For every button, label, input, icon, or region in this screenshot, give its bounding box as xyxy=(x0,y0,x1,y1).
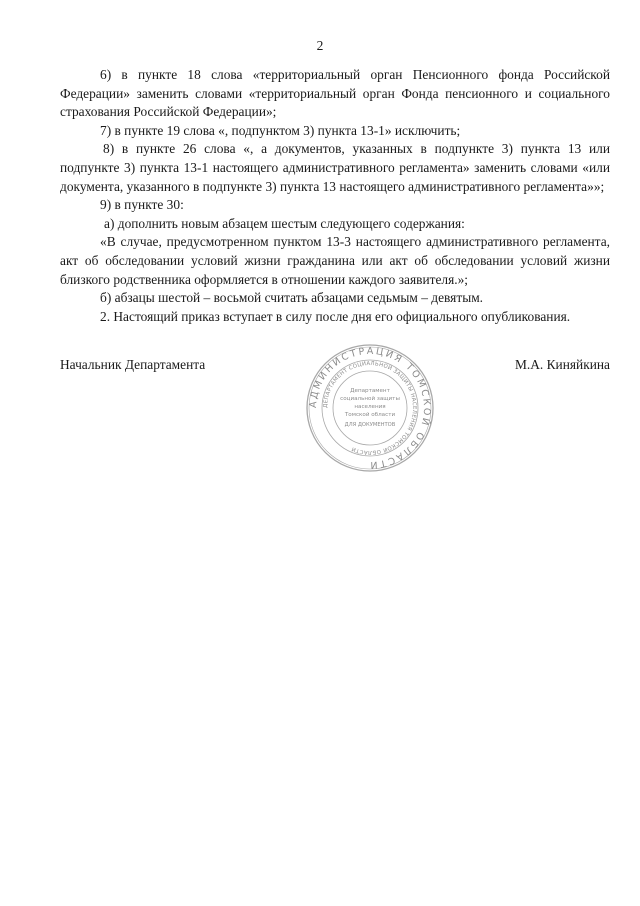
paragraph-item-8: 8) в пункте 26 слова «, а документов, указанных в подпункте 3) пункта 13 или подпункте 3) пункта 13-1 настоящего административного регламента» заменить словами «или документа, указанного в подпункте 3) пункта 13 настоящего административного регламента»»; xyxy=(60,141,610,194)
seal-outer-text: АДМИНИСТРАЦИЯ ТОМСКОЙ ОБЛАСТИ xyxy=(307,345,433,471)
document-body xyxy=(60,66,610,326)
seal-center-line-5: ДЛЯ ДОКУМЕНТОВ xyxy=(344,422,396,428)
seal-center-line-2: социальной защиты xyxy=(340,396,400,402)
paragraph-item-7: 7) в пункте 19 слова «, подпунктом 3) пункта 13-1» исключить; xyxy=(100,122,461,138)
seal-middle-text: ДЕПАРТАМЕНТ СОЦИАЛЬНОЙ ЗАЩИТЫ НАСЕЛЕНИЯ ТОМСКОЙ ОБЛАСТИ xyxy=(322,360,418,456)
paragraph-item-6: 6) в пункте 18 слова «территориальный орган Пенсионного фонда Российской Федерации» заменить словами «территориальный орган Фонда пенсионного и социального страхования Российской Федерации»; xyxy=(60,67,610,120)
paragraph-subitem-a: а) дополнить новым абзацем шестым следующего содержания: xyxy=(104,215,465,231)
seal-center-line-1: Департамент xyxy=(350,388,390,394)
page-number: 2 xyxy=(316,38,324,53)
paragraph-subitem-b: б) абзацы шестой – восьмой считать абзацами седьмым – девятым. xyxy=(100,290,484,306)
paragraph-item-2: 2. Настоящий приказ вступает в силу после дня его официального опубликования. xyxy=(100,308,571,324)
official-seal xyxy=(304,342,436,474)
signatory-position: Начальник Департамента xyxy=(60,357,206,372)
seal-graphic xyxy=(304,342,436,474)
seal-center-line-4: Томской области xyxy=(344,412,396,418)
signatory-name: М.А. Киняйкина xyxy=(515,357,610,372)
paragraph-item-9: 9) в пункте 30: xyxy=(100,197,184,213)
seal-center-line-3: населения xyxy=(354,404,386,410)
paragraph-quoted-text: «В случае, предусмотренном пунктом 13-3 настоящего административного регламента, акт об обследовании условий жизни гражданина или акт об обследовании условий жизни близкого родственника оформляется в отношении каждого заявителя.»; xyxy=(60,234,610,287)
